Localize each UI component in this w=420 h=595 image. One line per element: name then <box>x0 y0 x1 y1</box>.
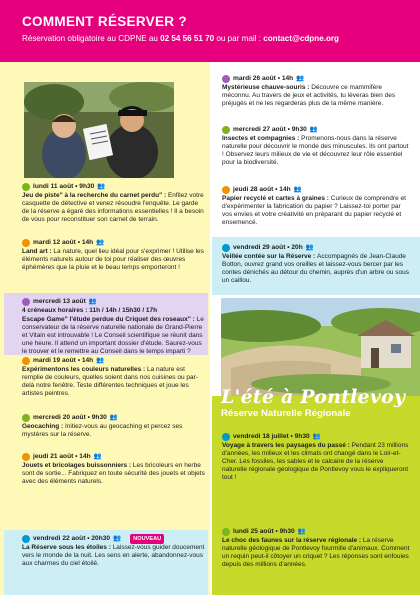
event-title: Jouets et bricolages buissonniers : <box>22 462 133 469</box>
event-date: lundi 11 août • 9h30 <box>33 182 95 190</box>
event-title: Voyage à travers les paysages du passé : <box>222 442 352 449</box>
event-date: mercredi 27 août • 9h30 <box>233 125 307 133</box>
event-title: Jeu de piste" à la recherche du carnet perdu" : <box>22 192 168 199</box>
event-date: vendredi 18 juillet • 9h30 <box>233 432 310 440</box>
group-icon: 👥 <box>97 182 106 190</box>
reservation-text-mid: ou par mail : <box>214 34 264 43</box>
event-item <box>22 534 205 568</box>
event-description: Curieux de comprendre et d'expérimenter la fabrication du papier ? Laissez-toi porter par vos envies et votre créativité en préparant du papier recyclé et ensemencé. <box>222 195 406 226</box>
event-description: Découvre ce mammifère méconnu. Au travers de jeux et activités, tu lèveras bien des préjugés et ne les regarderas plus de la même manière. <box>222 84 396 107</box>
orange-pin-icon <box>22 357 30 365</box>
event-title: Expérimentons les couleurs naturelles : <box>22 366 147 373</box>
event-description: Initiez-vous au geocaching et percez ses mystères sur la réserve. <box>22 423 183 438</box>
group-icon: 👥 <box>96 238 105 246</box>
blue-pin-icon <box>222 244 230 252</box>
event-description: Les bricoleurs en herbe sont de sortie... Fabriquez en toute sécurité des jouets et objets avec des éléments naturels. <box>22 462 205 485</box>
group-icon: 👥 <box>88 297 97 305</box>
event-item <box>222 527 410 569</box>
group-icon: 👥 <box>96 356 105 364</box>
event-date: mercredi 20 août • 9h30 <box>33 413 107 421</box>
green-pin-icon <box>22 414 30 422</box>
phone-number[interactable]: 02 54 56 51 70 <box>160 34 215 43</box>
event-title: Insectes et compagnies : <box>222 135 302 142</box>
green-pin-icon <box>22 183 30 191</box>
event-description: Pendant 23 millions d'années, les milieux et les climats ont changé dans le Loir-et-Cher. Les fossiles, les sables et le calcaire de la réserve naturelle régionale géologique de Pontlevoy vous le expliqueront tout ! <box>222 442 409 481</box>
event-title: Veillée contée sur la Réserve : <box>222 253 318 260</box>
reservation-info <box>22 34 420 43</box>
event-date: vendredi 29 août • 20h <box>233 243 303 251</box>
orange-pin-icon <box>222 186 230 194</box>
purple-pin-icon <box>22 298 30 306</box>
page-title: COMMENT RÉSERVER ? <box>22 14 187 29</box>
event-date: mardi 26 août • 14h <box>233 74 294 82</box>
group-icon: 👥 <box>293 185 302 193</box>
pontlevoy-subtitle: Réserve Naturelle Régionale <box>221 408 351 419</box>
event-item <box>222 432 410 482</box>
reservation-text: Réservation obligatoire au CDPNE au <box>22 34 161 43</box>
event-item <box>222 185 410 227</box>
event-description: Promenons-nous dans la réserve naturelle pour découvrir le monde des minuscules. Ils ont partout ! Observez leurs milieux de vie et découvrez leur rôle essentiel pour la biodiversité. <box>222 135 409 166</box>
event-title: La Réserve sous les étoiles : <box>22 544 113 551</box>
group-icon: 👥 <box>296 74 305 82</box>
event-description: Le conservateur de la réserve naturelle nationale de Grand-Pierre et Vitain est introuvable ! Le Conseil scientifique se réunit dans une heure. Il attend un important dossier d'étude. Saurez-vous le trouver et le remettre au Conseil dans le temps imparti ? <box>22 316 204 355</box>
group-icon: 👥 <box>297 527 306 535</box>
event-title: Land art : <box>22 248 54 255</box>
event-description: La réserve naturelle géologique de Pontlevoy fourmille d'animaux. Comment un requin peut-il côtoyer un criquet ? Les réponses sont enfouies depuis des millions d'années. <box>222 537 410 568</box>
event-timeslots: 4 créneaux horaires : 11h / 14h / 15h30 / 17h <box>22 307 158 314</box>
event-item <box>22 413 205 439</box>
event-title: Geocaching : <box>22 423 65 430</box>
event-date: vendredi 22 août • 20h30 <box>33 534 111 542</box>
green-pin-icon <box>222 528 230 536</box>
group-icon: 👥 <box>309 125 318 133</box>
green-pin-icon <box>222 126 230 134</box>
event-title: Papier recyclé et cartes à graines : <box>222 195 331 202</box>
new-badge: NOUVEAU <box>130 534 164 544</box>
event-description: Accompagnés de Jean-Claude Botton, ouvrez grand vos oreilles et laissez-vous bercer par les contes dénichés au détour du chemin, auprès d'un arbre ou sous un caillou. <box>222 253 409 284</box>
event-date: jeudi 21 août • 14h <box>33 452 91 460</box>
event-item <box>22 238 205 272</box>
event-title: Mystérieuse chauve-souris : <box>222 84 312 91</box>
event-description: La nature, quel lieu idéal pour s'exprimer ! Utilise les éléments naturels autour de toi pour réaliser des œuvres éphémères que la pluie et le beau temps emporteront ! <box>22 248 204 271</box>
group-icon: 👥 <box>109 413 118 421</box>
event-description: La nature est remplie de couleurs, quelles soient dans nos cuisines ou par-delà notre fenêtre. Teste différentes techniques et joue les artistes peintres. <box>22 366 198 397</box>
event-date: mardi 12 août • 14h <box>33 238 94 246</box>
event-item <box>22 452 205 486</box>
event-date: jeudi 28 août • 14h <box>233 185 291 193</box>
event-item <box>22 297 205 356</box>
group-icon: 👥 <box>305 243 314 251</box>
purple-pin-icon <box>222 75 230 83</box>
reserve-site-photo <box>221 298 420 396</box>
event-date: mardi 19 août • 14h <box>33 356 94 364</box>
event-description: Laissez-vous guider doucement vers le monde de la nuit. Les sens en alerte, abandonnez-vous aux charmes du ciel étoilé. <box>22 544 205 567</box>
event-date: lundi 25 août • 9h30 <box>233 527 295 535</box>
orange-pin-icon <box>22 453 30 461</box>
event-item <box>22 356 205 398</box>
event-item <box>222 125 410 167</box>
header-banner <box>0 0 420 62</box>
group-icon: 👥 <box>113 534 122 542</box>
blue-pin-icon <box>22 535 30 543</box>
event-item <box>222 74 410 108</box>
group-icon: 👥 <box>93 452 102 460</box>
kids-notebook-photo <box>24 82 174 178</box>
blue-pin-icon <box>222 433 230 441</box>
event-title: Escape Game" l'étude perdue du Criquet des roseaux" : <box>22 316 197 323</box>
event-item <box>22 182 205 224</box>
pontlevoy-title: L'été à Pontlevoy <box>221 386 406 408</box>
email-link[interactable]: contact@cdpne.org <box>263 34 339 43</box>
event-item <box>222 243 410 285</box>
event-title: Le choc des faunes sur la réserve régionale : <box>222 537 363 544</box>
group-icon: 👥 <box>312 432 321 440</box>
event-description: Enfilez votre casquette de détective et venez résoudre l'enquête. Le garde de la réserve a égaré des informations essentielles ! Il a besoin de vous pour reconstituer son carnet de terrain. <box>22 192 204 223</box>
event-date: mercredi 13 août <box>33 297 86 305</box>
orange-pin-icon <box>22 239 30 247</box>
